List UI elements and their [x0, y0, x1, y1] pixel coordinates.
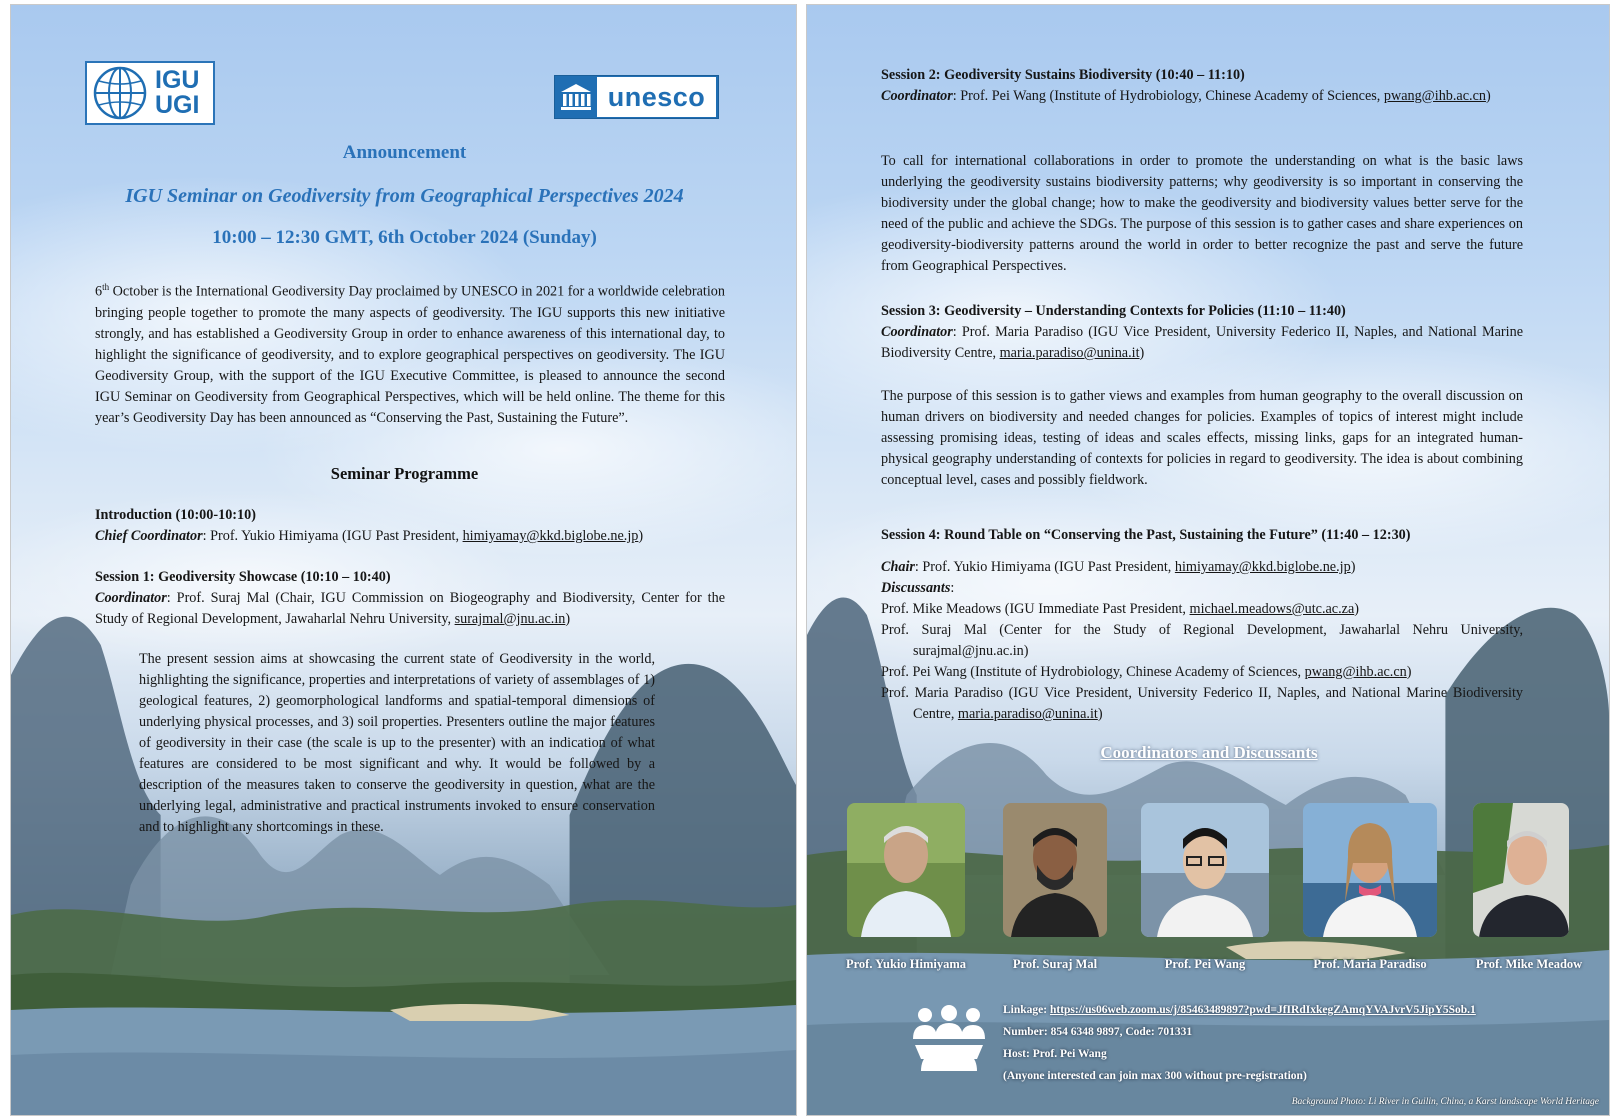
person-name: Prof. Yukio Himiyama: [845, 957, 967, 971]
intro-text: October is the International Geodiversity Day proclaimed by UNESCO in 2021 for a worldwide celebration bringing people together to promote the many aspects of geodiversity. The IGU supports this new initiative strongly, and has established a Geodiversity Group in order to enhance awareness of this international day, to highlight the significance of geodiversity, and to explore geographical perspectives on geodiversity. The IGU Geodiversity Group, with the support of the IGU Executive Committee, is pleased to announce the second IGU Seminar on Geodiversity from Geographical Perspectives, which will be held online. The theme for this year’s Geodiversity Day has been announced as “Conserving the Past, Sustaining the Future”.: [95, 283, 725, 426]
session4-chair-role: Chair: [881, 559, 915, 575]
meeting-group-icon: [911, 1005, 987, 1071]
globe-icon: [91, 64, 149, 122]
session1-role: Coordinator: [95, 590, 167, 606]
session3-role: Coordinator: [881, 324, 953, 340]
portrait-photo: [1003, 803, 1107, 937]
discussant-4-text: Prof. Maria Paradiso (IGU Vice President, University Federico II, Naples, and National Marine Biodiversity Centre,: [881, 685, 1523, 722]
session3-heading: Session 3: Geodiversity – Understanding Contexts for Policies (11:10 – 11:40): [881, 303, 1346, 319]
temple-icon: [555, 76, 597, 118]
session2-text: : Prof. Pei Wang (Institute of Hydrobiology, Chinese Academy of Sciences,: [952, 88, 1384, 104]
discussant-1-close: ): [1354, 601, 1359, 617]
portrait-photo: [1141, 803, 1269, 937]
session4-discussants-label: [881, 578, 1523, 599]
meeting-link[interactable]: https://us06web.zoom.us/j/85463489897?pwd=JfIRdIxkegZAmqYVAJvrV5JipY5Sob.1: [1049, 1004, 1476, 1016]
session2-heading: Session 2: Geodiversity Sustains Biodiversity (10:40 – 11:10): [881, 67, 1245, 83]
discussant-2-text: Prof. Suraj Mal (Center for the Study of Regional Development, Jawaharlal Nehru University, surajmal@jnu.ac.in): [881, 622, 1523, 659]
person-name: Prof. Mike Meadow: [1475, 957, 1583, 971]
seminar-title: IGU Seminar on Geodiversity from Geographical Perspectives 2024: [125, 185, 684, 207]
session3-block: [881, 301, 1523, 364]
unesco-logo: [554, 75, 719, 119]
session3-email-link[interactable]: maria.paradiso@unina.it: [999, 345, 1140, 361]
introduction-block: [95, 505, 725, 547]
session1-block: [95, 567, 725, 630]
discussant-4: [881, 683, 1523, 725]
session4-chair-line: [881, 557, 1523, 578]
session3-text: : Prof. Maria Paradiso (IGU Vice President, University Federico II, Naples, and National Marine Biodiversity Centre,: [881, 324, 1523, 361]
discussant-1-email-link[interactable]: michael.meadows@utc.ac.za: [1189, 601, 1355, 617]
session1-description: The present session aims at showcasing the current state of Geodiversity in the world, highlighting the significance, properties and interpretations of variety of assemblages of 1) geological features, 2) geomorphological landforms and spatial-temporal dimensions of underlying physical processes, and 3) soil properties. Presenters outline the major features of geodiversity in their case (the scale is up to the presenter) with an indication of what features are considered to be most significant and why. It would be followed by a description of the measures taken to conserve the geodiversity in question, what are the underlying legal, administrative and practical instruments invoked to ensure conservation and to highlight any shortcomings in these.: [139, 651, 655, 835]
left-page: [10, 4, 797, 1116]
coordinators-heading: Coordinators and Discussants: [1100, 743, 1318, 762]
introduction-text: : Prof. Yukio Himiyama (IGU Past President,: [202, 528, 463, 544]
person-name: Prof. Pei Wang: [1164, 957, 1246, 971]
discussant-3-email-link[interactable]: pwang@ihb.ac.cn: [1304, 664, 1407, 680]
discussant-1-text: Prof. Mike Meadows (IGU Immediate Past President,: [881, 601, 1190, 617]
session2-role: Coordinator: [881, 88, 953, 104]
meeting-host: Host: Prof. Pei Wang: [1003, 1048, 1107, 1060]
discussant-4-close: ): [1097, 706, 1103, 722]
seminar-date: 10:00 – 12:30 GMT, 6th October 2024 (Sunday): [212, 227, 597, 248]
session4-discussants-role: Discussants: [881, 580, 951, 596]
portrait-photo: [1473, 803, 1569, 937]
igu-logo-line1: IGU: [155, 66, 200, 94]
meeting-note: (Anyone interested can join max 300 without pre-registration): [1003, 1070, 1307, 1082]
session4-heading: Session 4: Round Table on “Conserving the Past, Sustaining the Future” (11:40 – 12:30): [881, 527, 1411, 543]
introduction-role: Chief Coordinator: [95, 528, 203, 544]
unesco-wordmark: unesco: [597, 77, 716, 117]
session2-description: To call for international collaborations in order to promote the understanding on what is the basic laws underlying the geodiversity sustains biodiversity patterns; why geodiversity is so important in conserving the biodiversity under the global change; how to make the geodiversity and biodiversity values better serve for the need of the public and achieve the SDGs. The purpose of this session is to gather cases and share experiences on geodiversity-biodiversity patterns around the world in order to better recognize the past and serve the future from Geographical Perspectives.: [881, 153, 1523, 274]
session3-close: ): [1139, 345, 1145, 361]
intro-superscript: th: [102, 282, 110, 292]
announcement-heading: Announcement: [342, 142, 467, 163]
discussant-3-text: Prof. Pei Wang (Institute of Hydrobiology, Chinese Academy of Sciences,: [881, 664, 1305, 680]
session4-chair-email-link[interactable]: himiyamay@kkd.biglobe.ne.jp: [1174, 559, 1351, 575]
session1-email-link[interactable]: surajmal@jnu.ac.in: [454, 611, 566, 627]
session4-chair-close: ): [1350, 559, 1356, 575]
intro-day-number: 6: [95, 283, 103, 300]
person-name: Prof. Maria Paradiso: [1313, 957, 1427, 971]
session1-close: ): [565, 611, 571, 627]
discussant-3: [881, 662, 1523, 683]
session2-email-link[interactable]: pwang@ihb.ac.cn: [1383, 88, 1486, 104]
session4-chair-text: : Prof. Yukio Himiyama (IGU Past President,: [914, 559, 1175, 575]
discussant-2: [881, 620, 1523, 662]
person-name: Prof. Suraj Mal: [1012, 957, 1098, 971]
portrait-photo: [1303, 803, 1437, 937]
session1-text: : Prof. Suraj Mal (Chair, IGU Commission on Biogeography and Biodiversity, Center for the Study of Regional Development, Jawaharlal Nehru University,: [95, 590, 725, 627]
session3-description: The purpose of this session is to gather views and examples from human geography to the overall discussion on human drivers on biodiversity and needed changes for policies. Examples of topics of interest might include assessing promising ideas, testing of ideas and scales effects, missing links, gaps for an integrated human-physical geography understanding of contexts for policies in regard to geodiversity. The idea is about combining conceptual level, cases and possibly fieldwork.: [881, 388, 1523, 488]
programme-heading: Seminar Programme: [330, 464, 479, 483]
introduction-email-link[interactable]: himiyamay@kkd.biglobe.ne.jp: [462, 528, 639, 544]
igu-logo-line2: UGI: [155, 91, 200, 119]
right-page: [806, 4, 1610, 1116]
introduction-heading: Introduction (10:00-10:10): [95, 507, 256, 523]
intro-paragraph: [95, 277, 725, 429]
discussant-1: [881, 599, 1523, 620]
meeting-linkage-label: Linkage:: [1003, 1004, 1050, 1016]
session2-close: ): [1485, 88, 1491, 104]
session2-block: [881, 65, 1523, 107]
igu-logo: [85, 61, 215, 125]
introduction-close: ): [638, 528, 644, 544]
session4-block: [881, 525, 1523, 725]
discussant-4-email-link[interactable]: maria.paradiso@unina.it: [957, 706, 1098, 722]
background-photo-credit: Background Photo: Li River in Guilin, China, a Karst landscape World Heritage: [1291, 1097, 1599, 1107]
meeting-number: Number: 854 6348 9897, Code: 701331: [1003, 1026, 1193, 1038]
meeting-info: [1003, 999, 1476, 1087]
session4-discussants-colon: :: [950, 580, 955, 596]
session1-heading: Session 1: Geodiversity Showcase (10:10 – 10:40): [95, 569, 391, 585]
portrait-photo: [847, 803, 965, 937]
discussant-3-close: ): [1406, 664, 1412, 680]
